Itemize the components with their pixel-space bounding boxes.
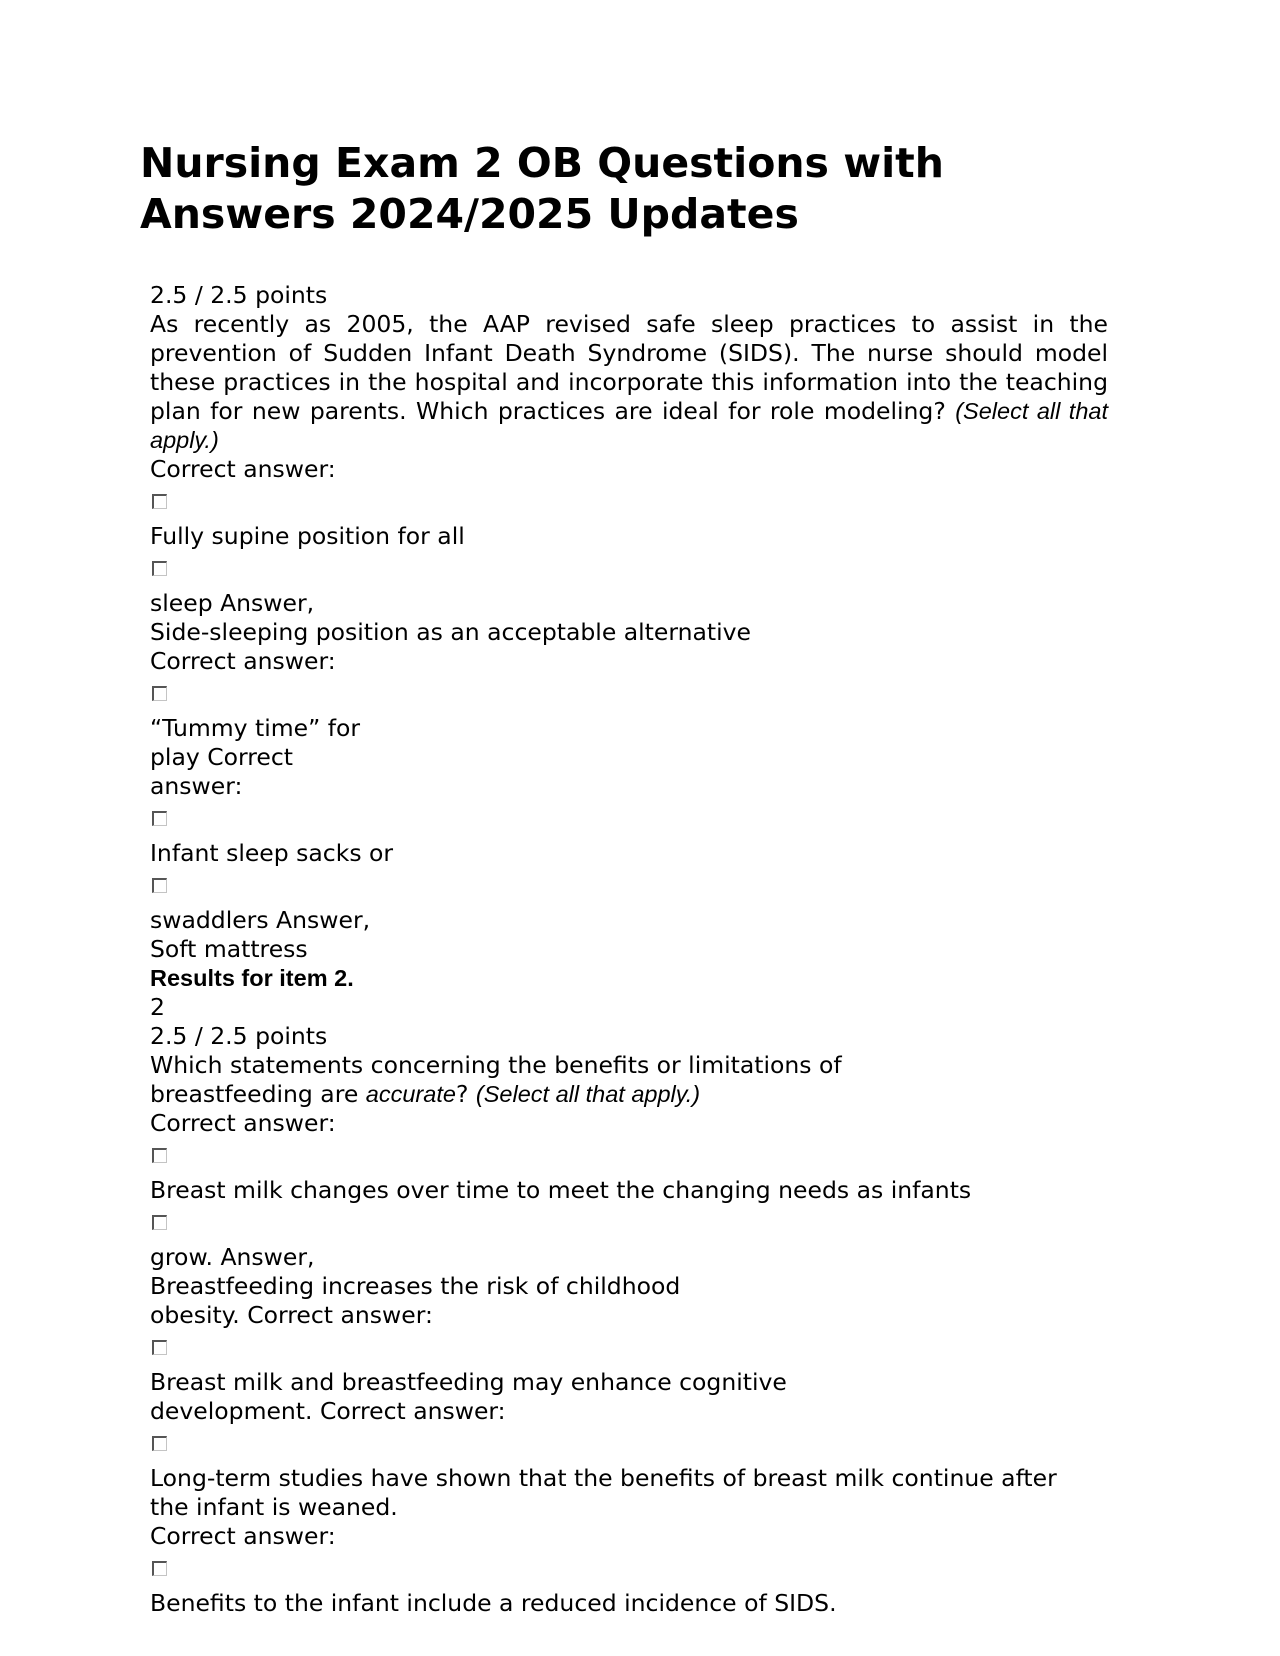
q1-points: 2.5 / 2.5 points (150, 281, 328, 309)
q1-option-4: Infant sleep sacks or (150, 839, 394, 867)
q2-stem-line-1: Which statements concerning the benefits or limitations of (150, 1051, 842, 1079)
q2-checkbox-3[interactable] (150, 1330, 1108, 1368)
q1-stem: As recently as 2005, the AAP revised safe sleep practices to assist in the prevention of Sudden Infant Death Syndrome (SIDS). The nurse should model these practices in the hospital and incorporate this information into the teaching plan for new parents. Which practices are ideal for role modeling? (Select all that apply.) (150, 310, 1108, 453)
q2-stem-line-2: breastfeeding are accurate? (Select all that apply.) (150, 1080, 701, 1108)
checkbox-icon[interactable] (152, 494, 167, 509)
q1-correct-answer-label: Correct answer: (150, 647, 336, 675)
q2-option-3-cont: development. Correct answer: (150, 1397, 506, 1425)
q2-instruction: (Select all that apply.) (475, 1081, 701, 1107)
q2-number: 2 (150, 993, 165, 1021)
q2-option-3: Breast milk and breastfeeding may enhance cognitive (150, 1368, 787, 1396)
q2-checkbox-4[interactable] (150, 1426, 1108, 1464)
q2-checkbox-5[interactable] (150, 1551, 1108, 1589)
checkbox-icon[interactable] (152, 878, 167, 893)
q1-option-3-cont: play Correct (150, 743, 293, 771)
q2-checkbox-1[interactable] (150, 1138, 1108, 1176)
q1-checkbox-2[interactable] (150, 551, 1108, 589)
checkbox-icon[interactable] (152, 811, 167, 826)
q1-checkbox-5[interactable] (150, 868, 1108, 906)
q1-option-4-cont: swaddlers Answer, (150, 906, 371, 934)
checkbox-icon[interactable] (152, 1436, 167, 1451)
q1-correct-answer-label: Correct answer: (150, 455, 336, 483)
q2-option-5: Benefits to the infant include a reduced incidence of SIDS. (150, 1589, 837, 1617)
checkbox-icon[interactable] (152, 561, 167, 576)
q1-option-2: Side-sleeping position as an acceptable alternative (150, 618, 752, 646)
q1-checkbox-1[interactable] (150, 484, 1108, 522)
q2-option-2: Breastfeeding increases the risk of childhood (150, 1272, 681, 1300)
q2-option-2-cont: obesity. Correct answer: (150, 1301, 433, 1329)
q2-correct-answer-label: Correct answer: (150, 1109, 336, 1137)
checkbox-icon[interactable] (152, 1148, 167, 1163)
q1-instruction: (Select all that apply.) (150, 398, 1108, 453)
q1-checkbox-4[interactable] (150, 801, 1108, 839)
q2-option-4: Long-term studies have shown that the benefits of breast milk continue after (150, 1464, 1057, 1492)
q1-option-1: Fully supine position for all (150, 522, 465, 550)
q1-option-3-cont: answer: (150, 772, 243, 800)
q1-option-1-cont: sleep Answer, (150, 589, 315, 617)
q2-points: 2.5 / 2.5 points (150, 1022, 328, 1050)
checkbox-icon[interactable] (152, 1215, 167, 1230)
q2-option-1: Breast milk changes over time to meet the changing needs as infants (150, 1176, 972, 1204)
q2-option-4-cont: the infant is weaned. (150, 1493, 398, 1521)
document-body (150, 281, 1108, 1618)
results-label: Results for item 2. (150, 965, 354, 991)
document-title: Nursing Exam 2 OB Questions with Answers 2024/2025 Updates (140, 139, 944, 238)
q2-correct-answer-label: Correct answer: (150, 1522, 336, 1550)
checkbox-icon[interactable] (152, 686, 167, 701)
checkbox-icon[interactable] (152, 1340, 167, 1355)
q1-checkbox-3[interactable] (150, 676, 1108, 714)
q2-checkbox-2[interactable] (150, 1205, 1108, 1243)
q2-option-1-cont: grow. Answer, (150, 1243, 315, 1271)
checkbox-icon[interactable] (152, 1561, 167, 1576)
q1-option-3: “Tummy time” for (150, 714, 361, 742)
q1-option-5: Soft mattress (150, 935, 308, 963)
